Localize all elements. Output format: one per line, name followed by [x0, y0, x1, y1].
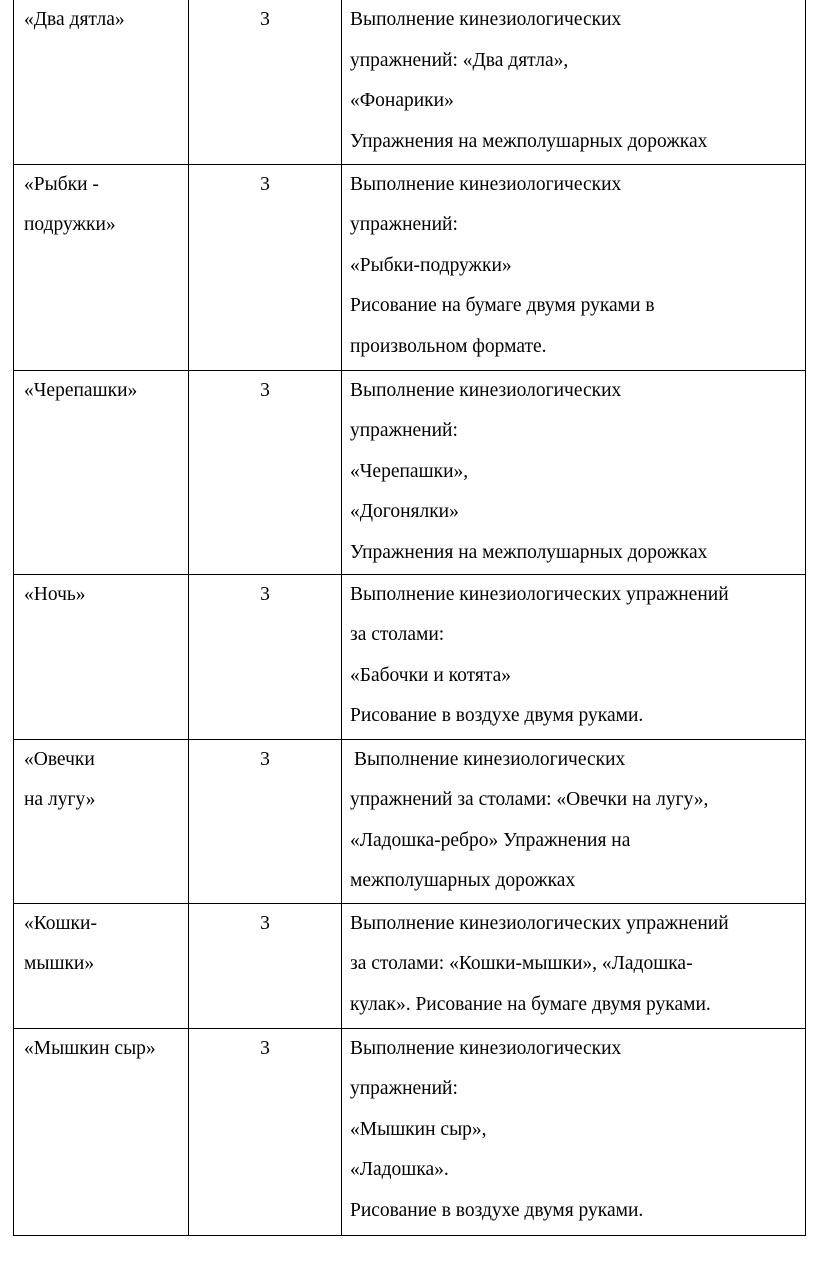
content-line: Выполнение кинезиологических упражнений	[350, 912, 729, 934]
hours-cell	[189, 370, 342, 574]
topic-name-cell	[14, 1028, 189, 1235]
content-line: произвольном формате.	[350, 335, 547, 357]
topic-name-line: «Овечки	[24, 748, 95, 770]
topic-name-line: «Кошки-	[24, 912, 97, 934]
table-row	[14, 370, 806, 574]
hours-value: 3	[260, 583, 270, 605]
content-cell	[342, 574, 806, 739]
topic-name-cell	[14, 739, 189, 903]
content-line: упражнений за столами: «Овечки на лугу»,	[350, 789, 709, 810]
topic-name-cell	[14, 574, 189, 739]
content-cell	[342, 164, 806, 370]
topic-name-line: подружки»	[24, 214, 116, 235]
content-line: Рисование в воздухе двумя руками.	[350, 705, 644, 726]
topic-name-cell	[14, 0, 189, 164]
content-line: «Рыбки-подружки»	[350, 254, 512, 276]
topic-name-line: «Рыбки -	[24, 173, 99, 195]
table-row	[14, 0, 806, 164]
topic-name-cell	[14, 903, 189, 1028]
topic-name-line: «Ночь»	[24, 583, 86, 605]
content-line: Выполнение кинезиологических упражнений	[350, 583, 729, 605]
content-cell	[342, 739, 806, 903]
content-cell	[342, 903, 806, 1028]
hours-value: 3	[260, 748, 270, 770]
topic-name-line: «Два дятла»	[24, 9, 125, 30]
topic-name-cell	[14, 370, 189, 574]
content-line: «Черепашки»,	[350, 460, 469, 482]
content-line: Выполнение кинезиологических	[350, 9, 622, 30]
content-cell	[342, 0, 806, 164]
hours-cell	[189, 164, 342, 370]
topic-name-cell	[14, 164, 189, 370]
content-line: Рисование в воздухе двумя руками.	[350, 1199, 644, 1221]
table-row	[14, 574, 806, 739]
content-line: за столами: «Кошки-мышки», «Ладошка-	[350, 953, 693, 974]
content-line: упражнений:	[350, 1078, 458, 1099]
content-line: упражнений:	[350, 214, 458, 235]
table-row	[14, 739, 806, 903]
content-line: Выполнение кинезиологических	[354, 748, 626, 770]
content-line: кулак». Рисование на бумаге двумя руками.	[350, 993, 711, 1015]
content-line: Упражнения на межполушарных дорожках	[350, 541, 708, 563]
content-line: «Мышкин сыр»,	[350, 1118, 487, 1140]
content-line: Упражнения на межполушарных дорожках	[350, 130, 708, 152]
hours-cell	[189, 1028, 342, 1235]
hours-value: 3	[260, 1037, 270, 1059]
topic-name-line: «Мышкин сыр»	[24, 1037, 156, 1059]
hours-value: 3	[260, 173, 270, 195]
content-line: Рисование на бумаге двумя руками в	[350, 295, 655, 316]
content-line: Выполнение кинезиологических	[350, 379, 622, 401]
topic-name-line: «Черепашки»	[24, 379, 138, 401]
content-line: «Ладошка».	[350, 1159, 449, 1180]
hours-cell	[189, 903, 342, 1028]
content-line: «Ладошка-ребро» Упражнения на	[350, 829, 631, 851]
content-line: «Фонарики»	[350, 90, 454, 111]
hours-value: 3	[260, 912, 270, 934]
content-line: «Догонялки»	[350, 501, 459, 522]
content-line: упражнений:	[350, 420, 458, 441]
hours-value: 3	[260, 379, 270, 401]
topic-name-line: на лугу»	[24, 789, 96, 810]
content-line: Выполнение кинезиологических	[350, 1037, 622, 1059]
content-line: межполушарных дорожках	[350, 870, 576, 891]
hours-cell	[189, 739, 342, 903]
content-cell	[342, 370, 806, 574]
hours-cell	[189, 574, 342, 739]
table-row	[14, 1028, 806, 1235]
hours-cell	[189, 0, 342, 164]
table-row	[14, 903, 806, 1028]
content-cell	[342, 1028, 806, 1235]
exercise-table	[13, 0, 806, 1236]
content-line: упражнений: «Два дятла»,	[350, 49, 569, 71]
exercise-table-body	[14, 0, 806, 1235]
content-line: за столами:	[350, 624, 445, 645]
content-line: «Бабочки и котята»	[350, 664, 512, 686]
content-line: Выполнение кинезиологических	[350, 173, 622, 195]
table-row	[14, 164, 806, 370]
hours-value: 3	[260, 9, 270, 30]
topic-name-line: мышки»	[24, 953, 95, 974]
